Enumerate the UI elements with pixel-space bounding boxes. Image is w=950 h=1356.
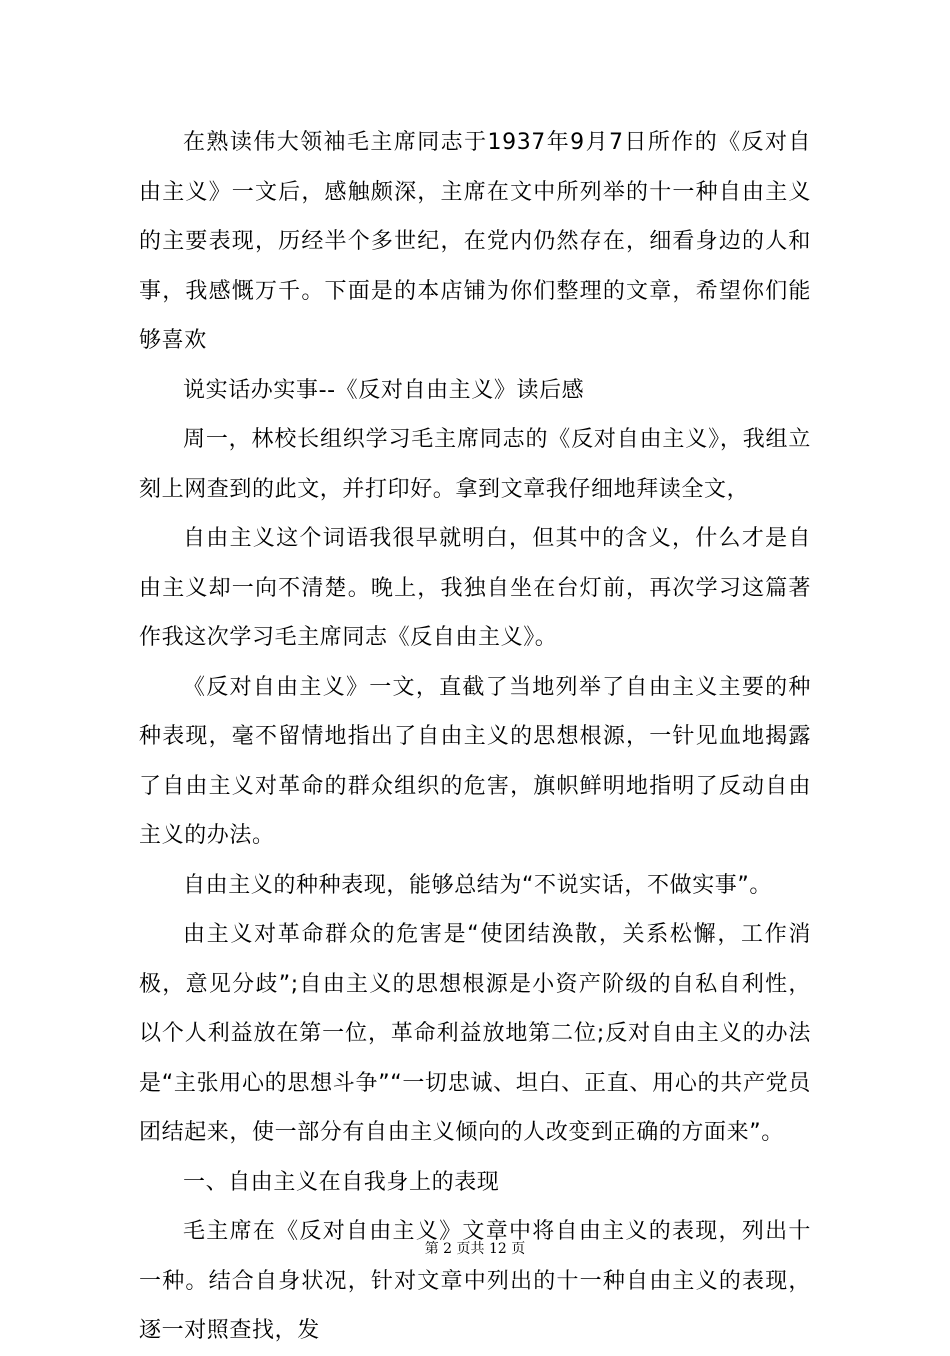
paragraph: 自由主义的种种表现，能够总结为“不说实话，不做实事”。	[183, 872, 772, 898]
page-number-footer: 第 2 页共 12 页	[424, 1241, 526, 1257]
article-title: 说实话办实事--《反对自由主义》读后感	[183, 377, 585, 403]
paragraph: 自由主义这个词语我很早就明白，但其中的含义，什么才是自由主义却一向不清楚。晚上，我独自坐在台灯前，再次学习这篇著作我这次学习毛主席同志《反自由主义》。	[139, 526, 811, 650]
section-heading: 一、自由主义在自我身上的表现	[183, 1169, 500, 1195]
paragraph: 《反对自由主义》一文，直截了当地列举了自由主义主要的种种表现，毫不留情地指出了自由主义的思想根源，一针见血地揭露了自由主义对革命的群众组织的危害，旗帜鲜明地指明了反动自由主义的办法。	[139, 674, 811, 848]
paragraph-intro: 在熟读伟大领袖毛主席同志于1937年9月7日所作的《反对自由主义》一文后，感触颇深，主席在文中所列举的十一种自由主义的主要表现，历经半个多世纪，在党内仍然存在，细看身边的人和事，我感慨万千。下面是的本店铺为你们整理的文章，希望你们能够喜欢	[139, 130, 811, 353]
paragraph: 由主义对革命群众的危害是“使团结涣散，关系松懈，工作消极，意见分歧”;自由主义的思想根源是小资产阶级的自私自利性，以个人利益放在第一位，革命利益放地第二位;反对自由主义的办法是“主张用心的思想斗争”“一切忠诚、坦白、正直、用心的共产党员团结起来，使一部分有自由主义倾向的人改变到正确的方面来”。	[139, 922, 811, 1145]
paragraph: 周一，林校长组织学习毛主席同志的《反对自由主义》，我组立刻上网查到的此文，并打印好。拿到文章我仔细地拜读全文，	[139, 427, 811, 502]
document-body	[139, 118, 811, 1356]
paragraph: 毛主席在《反对自由主义》文章中将自由主义的表现，列出十一种。结合自身状况，针对文章中列出的十一种自由主义的表现，逐一对照查找，发	[139, 1219, 811, 1343]
